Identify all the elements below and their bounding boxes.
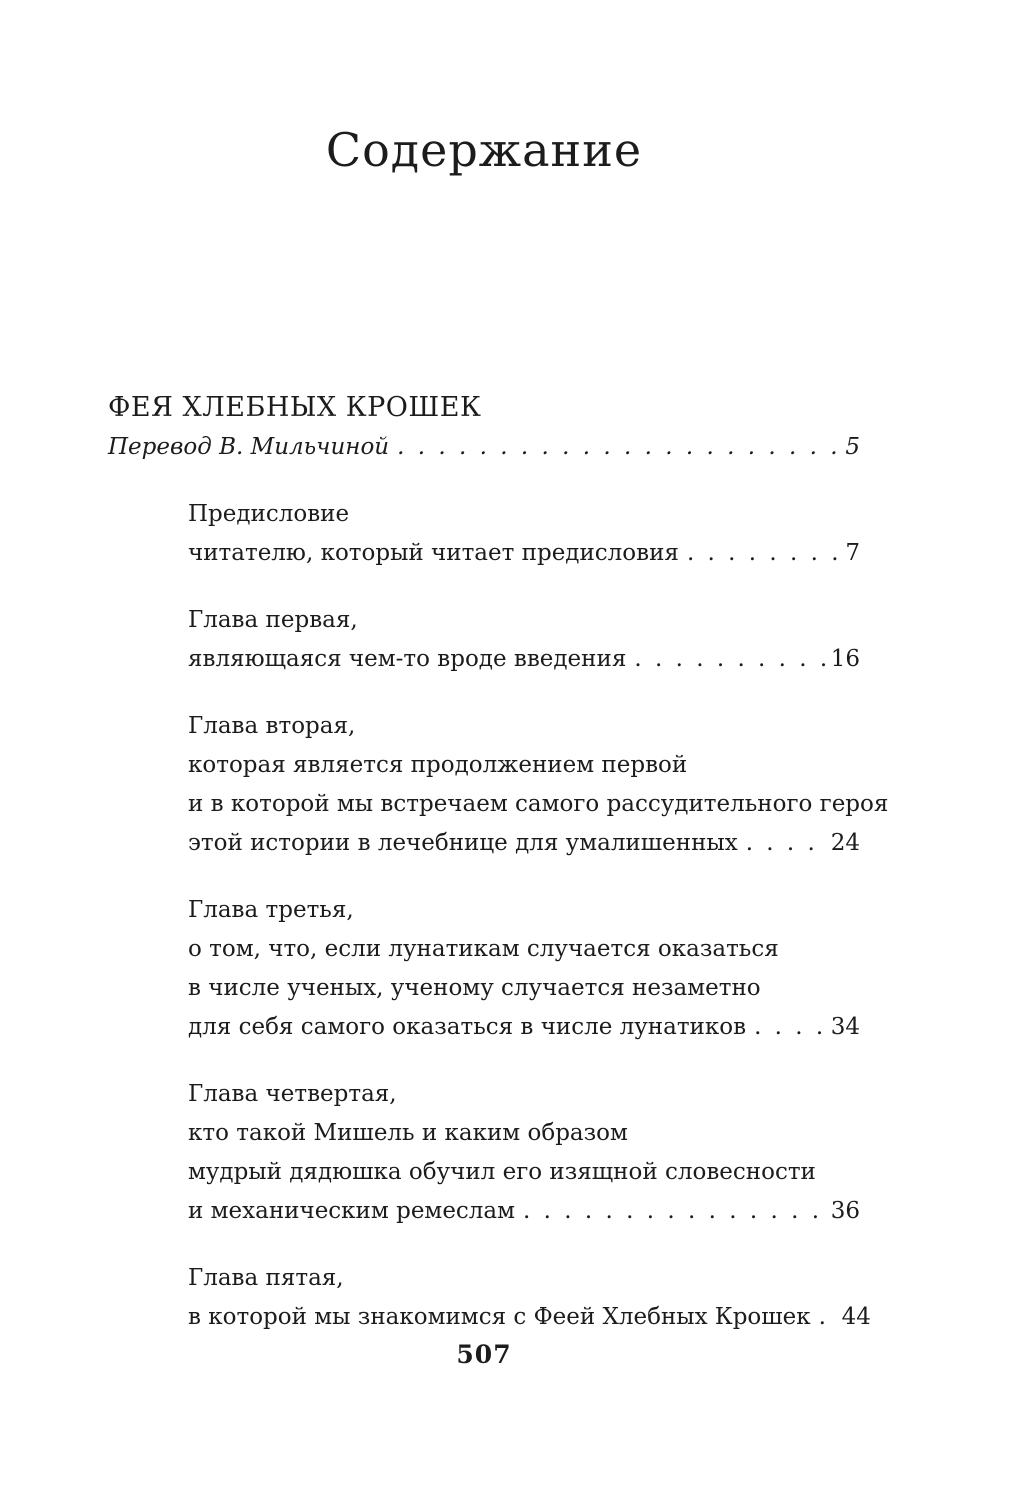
dot-leader xyxy=(746,824,828,863)
page-number: 507 xyxy=(456,1340,512,1369)
toc-entry-last-row xyxy=(188,534,860,573)
toc-entry-page: 7 xyxy=(845,540,860,566)
toc-entry-last-line: в которой мы знакомимся с Феей Хлебных Крошек xyxy=(188,1304,811,1330)
toc-entry-line: о том, что, если лунатикам случается оказаться xyxy=(188,936,779,962)
toc-entries xyxy=(108,495,889,1337)
toc-entry xyxy=(188,601,860,679)
toc-entry-last-line: и механическим ремеслам xyxy=(188,1198,516,1224)
toc-entry-line: Глава четвертая, xyxy=(188,1081,397,1107)
toc-entry-line: Глава третья, xyxy=(188,897,354,923)
toc-entry-last-row xyxy=(188,1298,871,1337)
toc-entry xyxy=(188,891,860,1047)
toc-book-title: ФЕЯ ХЛЕБНЫХ КРОШЕК xyxy=(108,392,482,423)
toc-entry-page: 44 xyxy=(841,1304,871,1330)
toc-translator-row xyxy=(108,428,860,467)
toc-section xyxy=(108,388,889,1337)
toc-entry xyxy=(188,1259,871,1337)
toc-entry-line: Предисловие xyxy=(188,501,350,527)
toc-translator-page: 5 xyxy=(845,434,860,460)
dot-leader xyxy=(397,428,842,467)
toc-entry-line: кто такой Мишель и каким образом xyxy=(188,1120,628,1146)
toc-translator-label: Перевод В. Мильчиной xyxy=(108,434,390,460)
toc-entry-line: Глава вторая, xyxy=(188,713,356,739)
dot-leader xyxy=(754,1008,828,1047)
toc-entry-line: мудрый дядюшка обучил его изящной словесности xyxy=(188,1159,816,1185)
toc-entry-line: Глава пятая, xyxy=(188,1265,344,1291)
toc-entry-page: 24 xyxy=(830,830,860,856)
toc-entry-last-row xyxy=(188,1192,860,1231)
toc-book-entry xyxy=(108,388,860,467)
toc-entry xyxy=(188,707,889,863)
toc-entry xyxy=(188,495,860,573)
toc-entry-last-line: для себя самого оказаться в числе лунатиков xyxy=(188,1014,747,1040)
toc-entry-last-line: являющаяся чем-то вроде введения xyxy=(188,646,627,672)
toc-entry xyxy=(188,1075,860,1231)
toc-entry-page: 36 xyxy=(830,1198,860,1224)
toc-entry-last-row xyxy=(188,640,860,679)
dot-leader xyxy=(687,534,842,573)
dot-leader xyxy=(634,640,827,679)
toc-entry-line: Глава первая, xyxy=(188,607,358,633)
toc-entry-line: которая является продолжением первой xyxy=(188,752,688,778)
dot-leader xyxy=(523,1192,828,1231)
toc-entry-page: 16 xyxy=(830,646,860,672)
toc-entry-line: в числе ученых, ученому случается незаметно xyxy=(188,975,761,1001)
toc-entry-page: 34 xyxy=(830,1014,860,1040)
page-title: Содержание xyxy=(325,123,643,177)
toc-entry-last-line: читателю, который читает предисловия xyxy=(188,540,679,566)
toc-entry-line: и в которой мы встречаем самого рассудительного героя xyxy=(188,791,889,817)
dot-leader xyxy=(819,1298,839,1337)
toc-entry-last-row xyxy=(188,824,860,863)
toc-entry-last-row xyxy=(188,1008,860,1047)
toc-entry-last-line: этой истории в лечебнице для умалишенных xyxy=(188,830,738,856)
